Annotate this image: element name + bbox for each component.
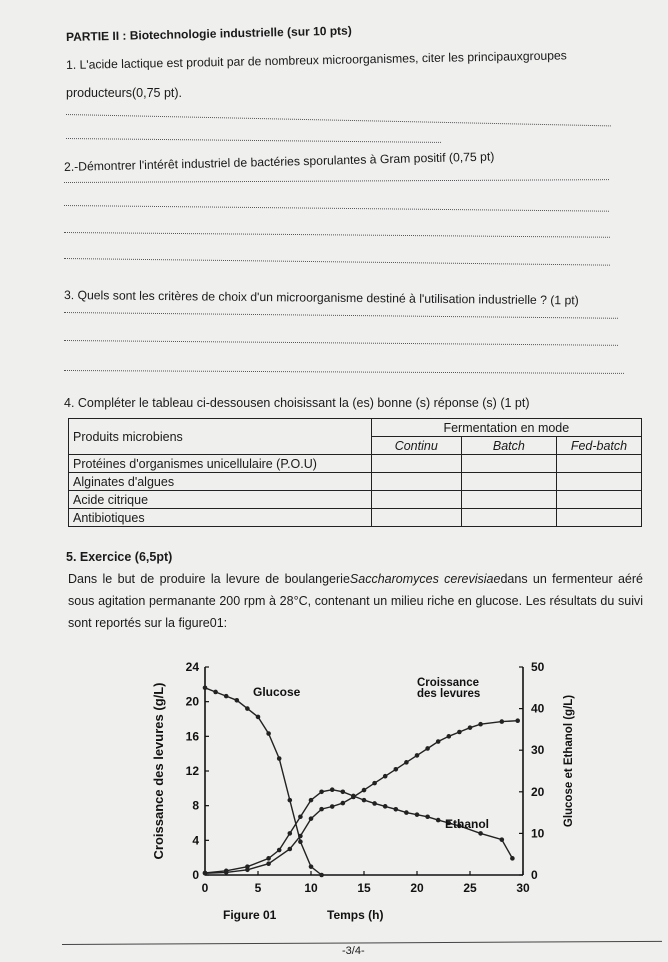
data-point-ethanol <box>362 798 367 803</box>
data-point-croissance <box>298 834 303 839</box>
answer-line <box>64 205 609 212</box>
data-point-ethanol <box>341 790 346 795</box>
data-point-croissance <box>319 807 324 812</box>
data-point-ethanol <box>266 856 271 861</box>
species-name: Saccharomyces cerevisiae <box>349 572 501 586</box>
table-cell[interactable] <box>461 455 556 473</box>
answer-line <box>64 179 609 183</box>
series-line-glucose <box>205 688 322 875</box>
table-cell[interactable] <box>556 509 641 527</box>
y2-tick-label: 20 <box>531 784 545 799</box>
question-1-line2: producteurs(0,75 pt). <box>66 86 183 100</box>
data-point-ethanol <box>372 801 377 806</box>
data-point-glucose <box>245 706 250 711</box>
data-point-croissance <box>457 730 462 735</box>
data-point-croissance <box>341 801 346 806</box>
data-point-croissance <box>404 760 409 765</box>
data-point-glucose <box>288 798 293 803</box>
data-point-croissance <box>266 861 271 866</box>
table-cell[interactable] <box>371 473 461 491</box>
data-point-croissance <box>515 718 520 723</box>
chart-axes <box>186 660 545 895</box>
para-start: Dans le but de produire la levure de boulangerie <box>68 572 350 586</box>
table-row-label: Protéines d'organismes unicellulaire (P.O.U) <box>69 455 372 473</box>
table-cell[interactable] <box>556 473 641 491</box>
table-row <box>69 473 642 491</box>
answer-line <box>66 138 441 143</box>
y-axis-label-left: Croissance des levures (g/L) <box>151 682 166 860</box>
y2-tick-label: 40 <box>531 701 545 716</box>
data-point-ethanol <box>500 837 505 842</box>
data-point-croissance <box>478 722 483 727</box>
data-point-croissance <box>330 804 335 809</box>
data-point-croissance <box>394 767 399 772</box>
data-point-glucose <box>309 864 314 869</box>
data-point-croissance <box>362 788 367 793</box>
x-axis-label: Temps (h) <box>327 908 384 922</box>
y2-tick-label: 10 <box>531 826 545 841</box>
table-cell[interactable] <box>371 491 461 509</box>
figure-caption: Figure 01 <box>223 908 277 922</box>
answer-line <box>64 232 610 238</box>
question-3: 3. Quels sont les critères de choix d'un microorganisme destiné à l'utilisation industrielle ? (1 pt) <box>63 288 579 308</box>
table-header-products: Produits microbiens <box>69 419 372 455</box>
label-glucose: Glucose <box>253 685 301 699</box>
table-header-continu: Continu <box>371 437 461 455</box>
data-point-croissance <box>500 719 505 724</box>
series-line-ethanol <box>205 790 512 873</box>
table-cell[interactable] <box>371 509 461 527</box>
data-point-ethanol <box>224 869 229 874</box>
x-tick-label: 20 <box>410 881 424 895</box>
x-tick-label: 30 <box>516 881 530 895</box>
answer-line <box>64 258 610 266</box>
data-point-glucose <box>203 686 208 691</box>
table-row-label: Alginates d'algues <box>69 473 372 491</box>
x-tick-label: 5 <box>254 881 262 895</box>
data-point-glucose <box>256 715 261 720</box>
question-2: 2.-Démontrer l'intérêt industriel de bactéries sporulantes à Gram positif (0,75 pt) <box>63 149 495 174</box>
table-row-label: Antibiotiques <box>69 509 372 527</box>
fermentation-table <box>68 418 642 527</box>
data-point-ethanol <box>436 818 441 823</box>
data-point-glucose <box>266 731 271 736</box>
x-tick-label: 15 <box>357 881 371 895</box>
table-cell[interactable] <box>556 455 641 473</box>
data-point-ethanol <box>298 814 303 819</box>
table-cell[interactable] <box>461 473 556 491</box>
y2-tick-label: 0 <box>531 868 538 882</box>
y2-tick-label: 50 <box>531 660 545 674</box>
data-point-croissance <box>436 739 441 744</box>
data-point-ethanol <box>478 831 483 836</box>
data-point-ethanol <box>351 794 356 799</box>
y-tick-label: 12 <box>185 764 199 778</box>
exercise-paragraph <box>68 568 643 634</box>
label-ethanol: Ethanol <box>445 817 489 831</box>
data-point-ethanol <box>288 831 293 836</box>
data-point-glucose <box>224 694 229 699</box>
y-tick-label: 20 <box>185 694 199 709</box>
data-point-ethanol <box>309 798 314 803</box>
table-row <box>69 509 642 527</box>
y-tick-label: 24 <box>185 660 199 674</box>
question-1-line1: 1. L'acide lactique est produit par de nombreux microorganismes, citer les principauxgroupes <box>65 48 567 72</box>
x-tick-label: 0 <box>201 881 209 895</box>
data-point-croissance <box>288 847 293 852</box>
growth-chart <box>145 655 595 930</box>
exercise-title: 5. Exercice (6,5pt) <box>66 550 173 564</box>
page-number: -3/4- <box>342 945 365 957</box>
table-row <box>69 491 642 509</box>
answer-line <box>64 312 618 319</box>
answer-line <box>64 340 618 346</box>
table-header-batch: Batch <box>461 437 556 455</box>
data-point-croissance <box>425 746 430 751</box>
data-point-glucose <box>213 690 218 695</box>
table-cell[interactable] <box>556 491 641 509</box>
table-row-label: Acide citrique <box>69 491 372 509</box>
section-title: PARTIE II : Biotechnologie industrielle (sur 10 pts) <box>65 23 352 44</box>
data-point-croissance <box>309 816 314 821</box>
data-point-ethanol <box>383 804 388 809</box>
answer-line <box>66 114 611 126</box>
data-point-ethanol <box>510 856 515 861</box>
data-point-ethanol <box>319 790 324 795</box>
table-cell[interactable] <box>371 455 461 473</box>
table-cell[interactable] <box>461 491 556 509</box>
question-4: 4. Compléter le tableau ci-dessousen choisissant la (es) bonne (s) réponse (s) (1 pt) <box>64 396 530 410</box>
data-point-glucose <box>277 756 282 761</box>
series-line-croissance <box>205 721 518 874</box>
data-point-croissance <box>447 734 452 739</box>
data-point-ethanol <box>425 814 430 819</box>
table-header-mode: Fermentation en mode <box>371 419 641 437</box>
chart-series <box>203 686 520 878</box>
data-point-ethanol <box>245 864 250 869</box>
table-header-fed-batch: Fed-batch <box>556 437 641 455</box>
table-row <box>69 455 642 473</box>
y-tick-label: 4 <box>192 833 199 848</box>
data-point-ethanol <box>330 787 335 792</box>
y2-tick-label: 30 <box>531 743 545 758</box>
data-point-ethanol <box>277 848 282 853</box>
answer-line <box>64 370 624 374</box>
data-point-glucose <box>298 839 303 844</box>
data-point-ethanol <box>404 810 409 815</box>
x-tick-label: 10 <box>304 881 318 895</box>
y-tick-label: 8 <box>192 798 199 813</box>
data-point-glucose <box>319 873 324 878</box>
y-tick-label: 16 <box>185 729 199 744</box>
data-point-ethanol <box>394 807 399 812</box>
data-point-ethanol <box>203 871 208 876</box>
y-axis-label-right: Glucose et Ethanol (g/L) <box>563 694 575 828</box>
data-point-glucose <box>235 698 240 703</box>
x-tick-label: 25 <box>463 881 477 895</box>
label-des-levures: des levures <box>417 688 481 700</box>
y-tick-label: 0 <box>192 868 199 882</box>
data-point-croissance <box>383 774 388 779</box>
data-point-ethanol <box>415 812 420 817</box>
table-cell[interactable] <box>461 509 556 527</box>
para-rest: dans un fermenteur aéré sous agitation permanante 200 rpm à 28°C, contenant un milieu riche en glucose. Les résultats du suivi sont reportés sur la figure01: <box>68 572 644 630</box>
data-point-croissance <box>372 781 377 786</box>
data-point-croissance <box>468 725 473 730</box>
label-croissance: Croissance <box>417 677 480 689</box>
data-point-croissance <box>415 753 420 758</box>
